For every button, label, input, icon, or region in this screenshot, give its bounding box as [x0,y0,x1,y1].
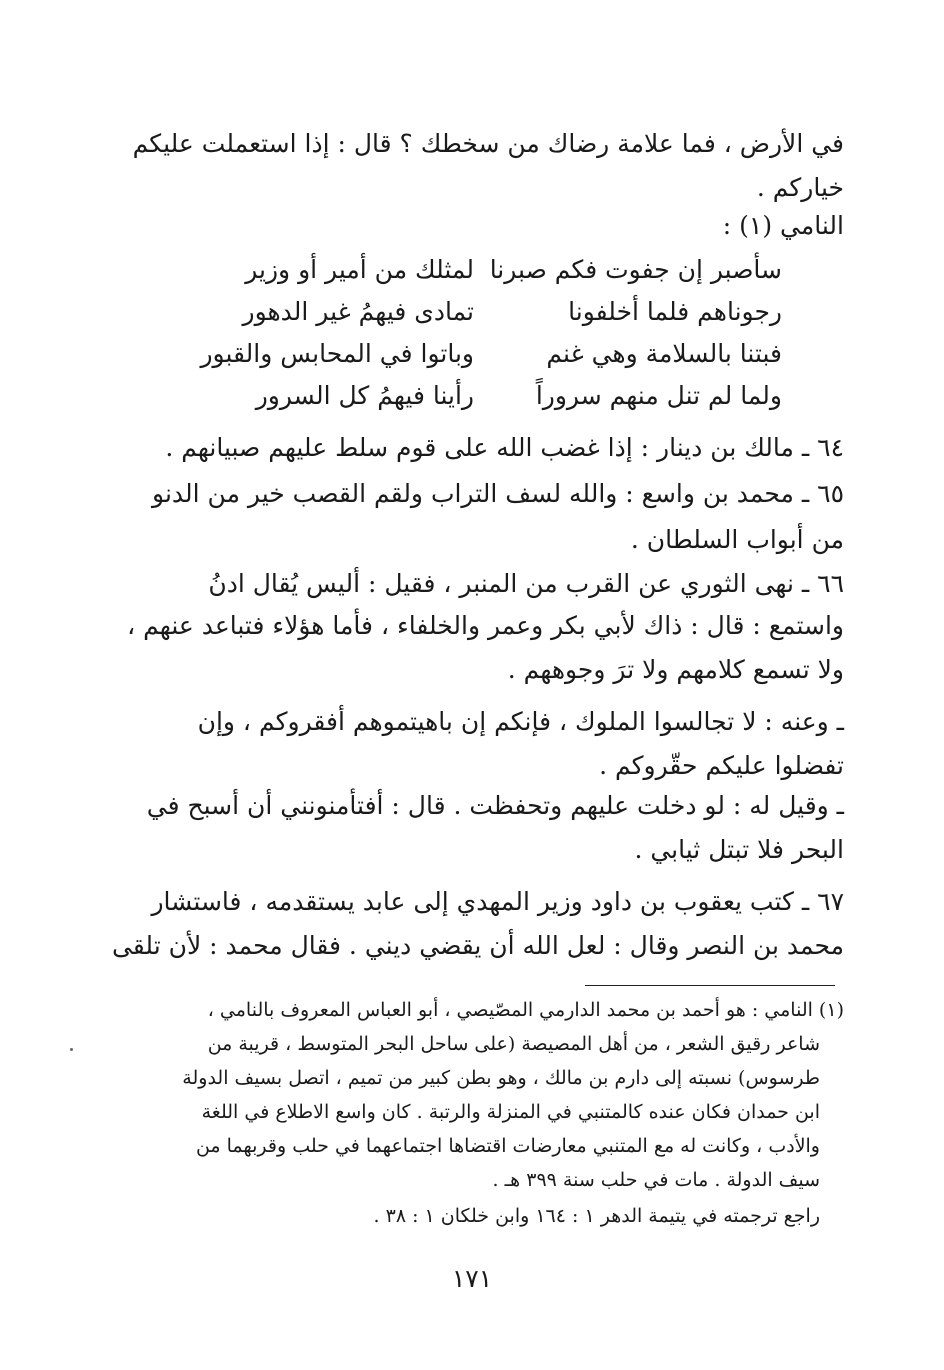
footnote-line: ابن حمدان فكان عنده كالمتنبي في المنزلة والرتبة . كان واسع الاطلاع في اللغة [201,1101,820,1123]
text-line: في الأرض ، فما علامة رضاك من سخطك ؟ قال : إذا استعملت عليكم [132,129,844,158]
footnote-line: والأدب ، وكانت له مع المتنبي معارضات اقتضاها اجتماعهما في حلب وقربهما من [195,1135,820,1157]
verse-first-hemistich: رجوناهم فلما أخلفونا [568,297,782,326]
footnote-line: شاعر رقيق الشعر ، من أهل المصيصة (على ساحل البحر المتوسط ، قريبة من [207,1033,820,1055]
verse-first-hemistich: سأصبر إن جفوت فكم صبرنا [489,255,782,284]
page-number: ١٧١ [451,1264,493,1293]
text-line: ٦٧ ـ كتب يعقوب بن داود وزير المهدي إلى عابد يستقدمه ، فاستشار [151,887,844,916]
poet-heading: النامي (١) : [722,211,844,240]
text-line: واستمع : قال : ذاك لأبي بكر وعمر والخلفاء ، فأما هؤلاء فتباعد عنهم ، [127,611,844,640]
text-line: خياركم . [756,173,844,202]
verse-first-hemistich: ولما لم تنل منهم سروراً [535,381,782,410]
footnote-line: راجع ترجمته في يتيمة الدهر ١ : ١٦٤ وابن خلكان ١ : ٣٨ . [373,1205,820,1227]
verse-second-hemistich: وباتوا في المحابس والقبور [200,339,474,368]
text-line: محمد بن النصر وقال : لعل الله أن يقضي ديني . فقال محمد : لأن تلقى [111,931,844,960]
text-line: ـ وقيل له : لو دخلت عليهم وتحفظت . قال : أفتأمنونني أن أسبح في [146,791,844,820]
footnote-line: طرسوس) نسبته إلى دارم بن مالك ، وهو بطن كبير من تميم ، اتصل بسيف الدولة [182,1067,820,1089]
scan-speck [70,1048,73,1051]
footnote-line: (١) النامي : هو أحمد بن محمد الدارمي المصّيصي ، أبو العباس المعروف بالنامي ، [207,999,844,1021]
footnote [130,0,844,1240]
verse-first-hemistich: فبتنا بالسلامة وهي غنم [546,339,782,368]
text-line: ٦٥ ـ محمد بن واسع : والله لسف التراب ولقم القصب خير من الدنو [152,479,844,508]
verse-second-hemistich: رأينا فيهمُ كل السرور [255,381,474,410]
text-line: تفضلوا عليكم حقّروكم . [599,751,844,780]
text-line: من أبواب السلطان . [630,525,844,554]
footnote-line: سيف الدولة . مات في حلب سنة ٣٩٩ هـ . [492,1169,820,1191]
text-line: ولا تسمع كلامهم ولا ترَ وجوههم . [507,655,844,684]
text-line: ـ وعنه : لا تجالسوا الملوك ، فإنكم إن باهيتموهم أفقروكم ، وإن [197,707,844,736]
text-line: البحر فلا تبتل ثيابي . [634,835,844,864]
verse-second-hemistich: تمادى فيهمُ غير الدهور [242,297,474,326]
verse-second-hemistich: لمثلك من أمير أو وزير [245,255,474,284]
text-line: ٦٦ ـ نهى الثوري عن القرب من المنبر ، فقيل : أليس يُقال ادنُ [208,569,844,598]
text-line: ٦٤ ـ مالك بن دينار : إذا غضب الله على قوم سلط عليهم صبيانهم . [165,433,844,462]
